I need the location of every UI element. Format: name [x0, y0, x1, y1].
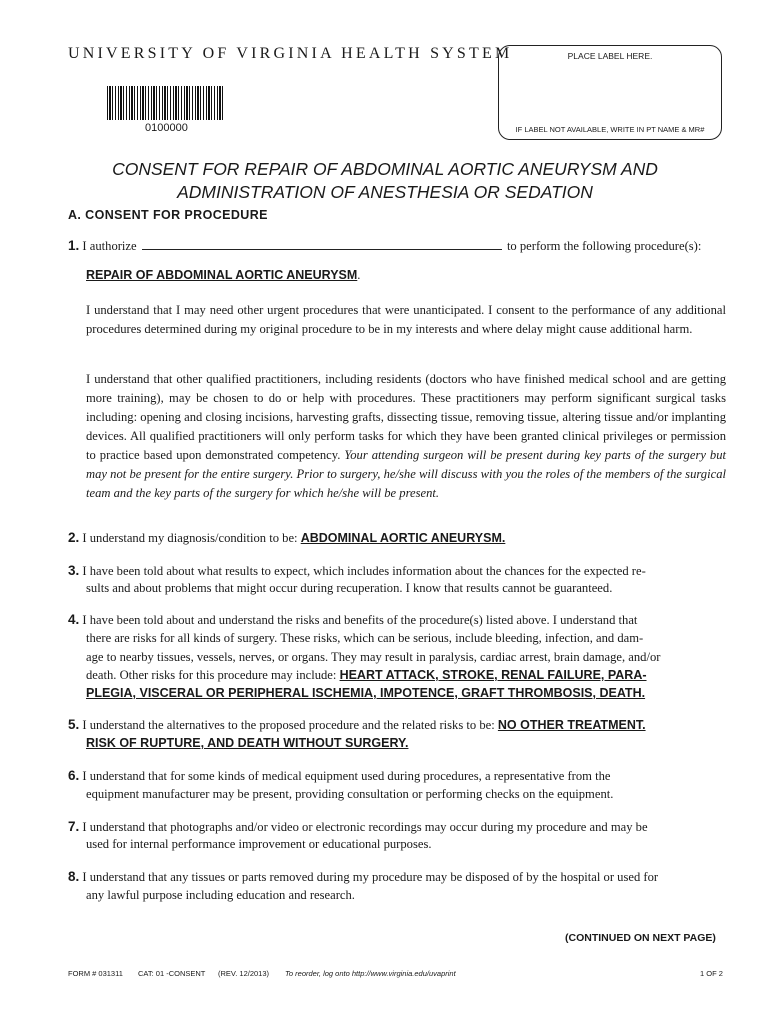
institution-name: UNIVERSITY OF VIRGINIA HEALTH SYSTEM: [68, 45, 513, 62]
practitioners-text: I understand that other qualified practitioners, including residents (doctors who have finished medical school and are getting more training), may be chosen to do or help with procedures. These practitioners may perform significant surgical tasks including: opening and closing incisions, harvesting grafts, dissecting tissue, removing tissue, altering tissue and/or implanting devices. All qualified practitioners will only perform tasks for which they have been granted clinical privileges or permission to practice based upon demonstrated competency.: [86, 372, 726, 462]
item-6: [68, 768, 611, 784]
item-4: [68, 612, 637, 628]
results-line-1: I have been told about what results to expect, which includes information about the chances for the expected re-: [82, 564, 646, 578]
item-7: [68, 819, 648, 835]
label-box-instruction: PLACE LABEL HERE.: [567, 51, 653, 61]
tissues-line-2: any lawful purpose including education and research.: [86, 888, 355, 902]
procedure-name: REPAIR OF ABDOMINAL AORTIC ANEURYSM: [86, 268, 358, 282]
recordings-line-1: I understand that photographs and/or video or electronic recordings may occur during my procedure and may be: [82, 820, 648, 834]
procedure-period: .: [357, 268, 361, 282]
item-number: 2.: [68, 530, 80, 545]
form-title: [60, 158, 710, 204]
section-a-heading: A. CONSENT FOR PROCEDURE: [68, 208, 268, 222]
authorize-lead: I authorize: [82, 239, 137, 253]
footer-reorder: To reorder, log onto http://www.virginia.edu/uvaprint: [285, 969, 456, 978]
footer-revision: (REV. 12/2013): [218, 969, 270, 978]
tissues-line-1: I understand that any tissues or parts removed during my procedure may be disposed of by the hospital or used for: [82, 870, 659, 884]
item-number: 8.: [68, 869, 80, 884]
item-2: [68, 530, 505, 546]
equipment-line-2: equipment manufacturer may be present, providing consultation or performing checks on the equipment.: [86, 787, 614, 801]
diagnosis-text: I understand my diagnosis/condition to be:: [82, 531, 298, 545]
item-number: 5.: [68, 717, 80, 732]
item-1: [68, 238, 701, 254]
footer-page-number: 1 OF 2: [700, 969, 723, 978]
label-box-fallback: IF LABEL NOT AVAILABLE, WRITE IN PT NAME & MR#: [515, 125, 705, 134]
specific-risks-2: PLEGIA, VISCERAL OR PERIPHERAL ISCHEMIA, IMPOTENCE, GRAFT THROMBOSIS, DEATH.: [86, 686, 646, 700]
equipment-line-1: I understand that for some kinds of medical equipment used during procedures, a representative from the: [82, 769, 611, 783]
item-number: 4.: [68, 612, 80, 627]
footer-form-number: FORM # 031311: [68, 969, 123, 978]
item-number: 1.: [68, 238, 80, 253]
risks-line-5: [86, 686, 645, 701]
patient-label-box: [498, 45, 722, 140]
item-number: 6.: [68, 768, 80, 783]
diagnosis-value: ABDOMINAL AORTIC ANEURYSM.: [300, 531, 506, 545]
barcode-image: [107, 86, 225, 120]
recordings-line-2: used for internal performance improvement or educational purposes.: [86, 837, 432, 851]
item-1-paragraph-2: [86, 370, 726, 503]
risks-line-1: I have been told about and understand the risks and benefits of the procedure(s) listed above. I understand that: [82, 613, 638, 627]
barcode-number: 0100000: [145, 122, 188, 134]
continued-note: (CONTINUED ON NEXT PAGE): [565, 932, 716, 944]
alternatives-text: I understand the alternatives to the proposed procedure and the related risks to be:: [82, 718, 495, 732]
procedure-line: [86, 268, 360, 283]
title-line-1: CONSENT FOR REPAIR OF ABDOMINAL AORTIC ANEURYSM AND: [112, 159, 658, 179]
item-8: [68, 869, 658, 885]
item-number: 3.: [68, 563, 80, 578]
title-line-2: ADMINISTRATION OF ANESTHESIA OR SEDATION: [177, 182, 593, 202]
results-line-2: sults and about problems that might occur during recuperation. I know that results cannot be guaranteed.: [86, 581, 613, 595]
alternatives-line-2: [86, 736, 408, 751]
item-5: [68, 717, 646, 733]
risks-line-3: age to nearby tissues, vessels, nerves, or organs. They may result in paralysis, cardiac arrest, brain damage, and/or: [86, 650, 661, 664]
attending-surgeon-note: Your attending surgeon will be present during key parts of the surgery but may not be present for the entire surgery. Prior to surgery, he/she will discuss with you the roles of the members of the surgical team and the key parts of the surgery for which he/she will be present.: [86, 448, 727, 500]
alternatives-value-1: NO OTHER TREATMENT.: [497, 718, 646, 732]
item-1-paragraph-1: I understand that I may need other urgent procedures that were unanticipated. I consent to the performance of any additional procedures determined during my original procedure to be in my interests and where delay might cause additional harm.: [86, 303, 726, 336]
footer-category: CAT: 01 -CONSENT: [138, 969, 206, 978]
other-risks-text: death. Other risks for this procedure may include:: [86, 668, 337, 682]
item-3: [68, 563, 646, 579]
specific-risks-1: HEART ATTACK, STROKE, RENAL FAILURE, PARA-: [339, 668, 647, 682]
risks-line-4: [86, 668, 647, 683]
authorize-tail: to perform the following procedure(s):: [506, 239, 702, 253]
item-number: 7.: [68, 819, 80, 834]
risks-line-2: there are risks for all kinds of surgery. These risks, which can be serious, include bleeding, infection, and dam-: [86, 631, 644, 645]
practitioner-name-blank[interactable]: [142, 238, 502, 250]
alternatives-value-2: RISK OF RUPTURE, AND DEATH WITHOUT SURGERY.: [86, 736, 409, 750]
